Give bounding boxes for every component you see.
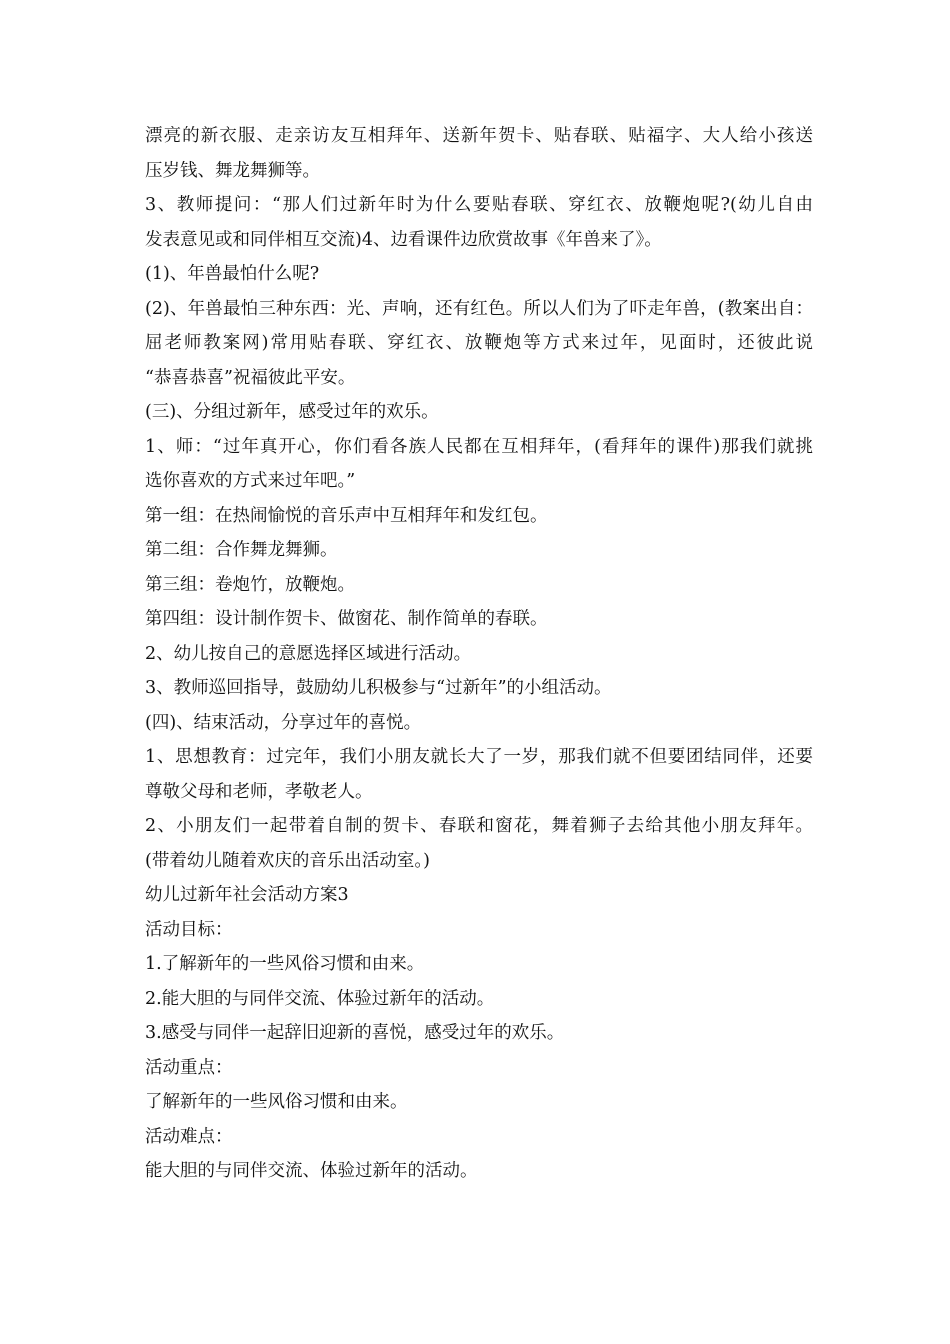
- text-line: 了解新年的一些风俗习惯和由来。: [145, 1092, 408, 1112]
- text-line: (四)、结束活动，分享过年的喜悦。: [145, 712, 422, 733]
- text-line: 第二组：合作舞龙舞狮。: [145, 540, 338, 560]
- text-line: “恭喜恭喜”祝福彼此平安。: [145, 367, 356, 388]
- text-line: 2.能大胆的与同伴交流、体验过新年的活动。: [145, 988, 495, 1009]
- text-line: (带着幼儿随着欢庆的音乐出活动室。): [145, 850, 430, 871]
- text-line: 1、思想教育：过完年，我们小朋友就长大了一岁，那我们就不但要团结同伴，还要: [145, 747, 813, 767]
- text-line: 压岁钱、舞龙舞狮等。: [145, 160, 320, 181]
- text-line: 尊敬父母和老师，孝敬老人。: [145, 781, 373, 802]
- text-line: 幼儿过新年社会活动方案3: [145, 885, 349, 905]
- text-line: 1.了解新年的一些风俗习惯和由来。: [145, 954, 425, 974]
- text-line: 1、师：“过年真开心，你们看各族人民都在互相拜年，(看拜年的课件)那我们就挑: [145, 436, 813, 457]
- text-line: 活动难点：: [145, 1126, 233, 1147]
- text-line: (1)、年兽最怕什么呢?: [145, 264, 320, 284]
- text-line: 活动重点：: [145, 1057, 233, 1078]
- text-line: 第一组：在热闹愉悦的音乐声中互相拜年和发红包。: [145, 505, 548, 526]
- text-line: 第四组：设计制作贺卡、做窗花、制作简单的春联。: [145, 609, 548, 629]
- text-line: 活动目标：: [145, 919, 233, 940]
- text-line: (2)、年兽最怕三种东西：光、声响，还有红色。所以人们为了吓走年兽，(教案出自：: [145, 298, 813, 319]
- text-line: (三)、分组过新年，感受过年的欢乐。: [145, 402, 439, 422]
- text-line: 屈老师教案网)常用贴春联、穿红衣、放鞭炮等方式来过年，见面时，还彼此说: [145, 333, 813, 353]
- text-line: 第三组：卷炮竹，放鞭炮。: [145, 574, 355, 595]
- text-line: 漂亮的新衣服、走亲访友互相拜年、送新年贺卡、贴春联、贴福字、大人给小孩送: [145, 126, 813, 146]
- text-line: 3、教师巡回指导，鼓励幼儿积极参与“过新年”的小组活动。: [145, 678, 612, 698]
- text-line: 选你喜欢的方式来过年吧。”: [145, 471, 356, 491]
- text-line: 发表意见或和同伴相互交流)4、边看课件边欣赏故事《年兽来了》。: [145, 229, 662, 250]
- text-line: 能大胆的与同伴交流、体验过新年的活动。: [145, 1161, 478, 1181]
- text-line: 2、幼儿按自己的意愿选择区域进行活动。: [145, 643, 472, 664]
- document-body: [145, 119, 813, 1189]
- text-line: 3、教师提问：“那人们过新年时为什么要贴春联、穿红衣、放鞭炮呢?(幼儿自由: [145, 195, 813, 215]
- text-line: 3.感受与同伴一起辞旧迎新的喜悦，感受过年的欢乐。: [145, 1023, 565, 1043]
- text-line: 2、小朋友们一起带着自制的贺卡、春联和窗花，舞着狮子去给其他小朋友拜年。: [145, 816, 813, 836]
